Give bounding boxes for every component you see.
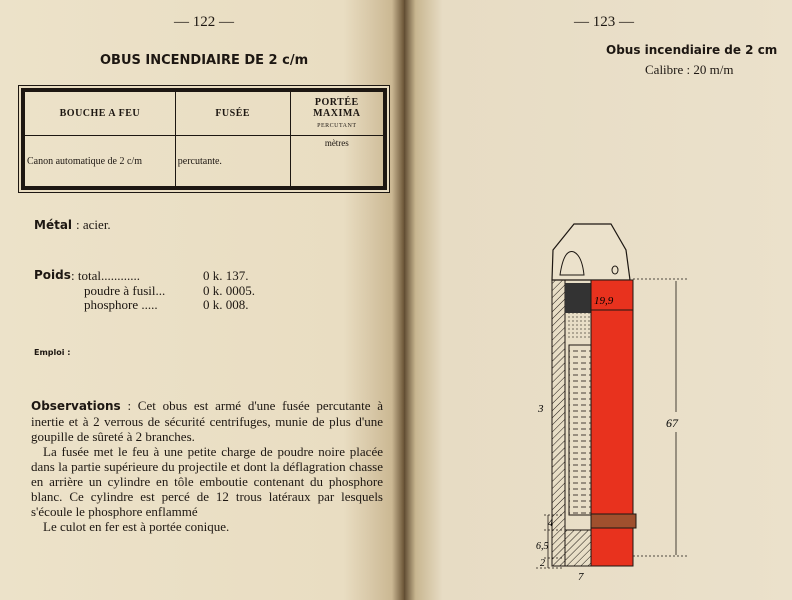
label-diameter: 19,9 — [594, 295, 614, 307]
header-fusee: FUSÉE — [175, 92, 290, 136]
poids-name-1: poudre à fusil... — [84, 283, 166, 298]
label-length: 67 — [666, 416, 678, 430]
driving-band — [591, 514, 636, 528]
metal-value: : acier. — [76, 217, 111, 232]
metal-line — [34, 216, 111, 234]
observations-p3: Le culot en fer est à portée conique. — [43, 519, 230, 534]
page-number: — 123 — — [574, 14, 634, 30]
right-page — [404, 0, 792, 600]
cell-unit: mètres — [290, 136, 383, 187]
cell-fusee: percutante. — [175, 136, 290, 187]
poids-name-2: phosphore ..... — [84, 297, 158, 312]
observations-p1: : Cet obus est armé d'une fusée percutante à inertie et à 2 verrous de sécurité centrifuges, munie de plus d'une goupille de sûreté à 2 branches. — [31, 398, 384, 444]
header-subheader: percutant — [317, 119, 357, 129]
poids-value-1: 0 k. 0005. — [203, 283, 255, 298]
observations-label: Observations — [31, 399, 121, 413]
observations-text — [31, 398, 383, 534]
emploi-label: Emploi : — [34, 348, 71, 357]
observations-p2: La fusée met le feu à une petite charge de poudre noire placée dans la partie supérieure du projectile et dont la déflagration chasse en arrière un cylindre en tôle emboutie contenant du phosphore blanc. Ce cylindre est percé de 12 trous latéraux par lesquels s'écoule le phosphore enflammé — [31, 444, 383, 519]
label-bottom: 2 — [540, 558, 545, 569]
poids-value-2: 0 k. 008. — [203, 297, 249, 312]
specs-table — [21, 88, 387, 190]
page-title: OBUS INCENDIAIRE DE 2 c/m — [100, 53, 309, 68]
header-portee — [290, 92, 383, 136]
shell-body-section — [552, 280, 591, 566]
caliber-text: Calibre : 20 m/m — [645, 62, 734, 77]
page-number: — 122 — — [174, 14, 234, 30]
label-wall: 3 — [538, 403, 544, 415]
header-bouche: BOUCHE A FEU — [25, 92, 176, 136]
header-portee-label: PORTÉE MAXIMA — [313, 97, 361, 119]
shell-diagram — [404, 0, 792, 600]
label-base: 6,5 — [536, 541, 549, 552]
fuze-nose — [552, 224, 630, 280]
poids-label: Poids — [34, 268, 71, 282]
label-base-width: 7 — [578, 571, 584, 583]
label-band: 4 — [548, 518, 553, 529]
poids-value-0: 0 k. 137. — [203, 268, 249, 283]
poids-name-0: : total............ — [71, 268, 140, 283]
metal-label: Métal — [34, 218, 73, 232]
page-title: Obus incendiaire de 2 cm — [606, 43, 778, 57]
cell-bouche: Canon automatique de 2 c/m — [25, 136, 176, 187]
